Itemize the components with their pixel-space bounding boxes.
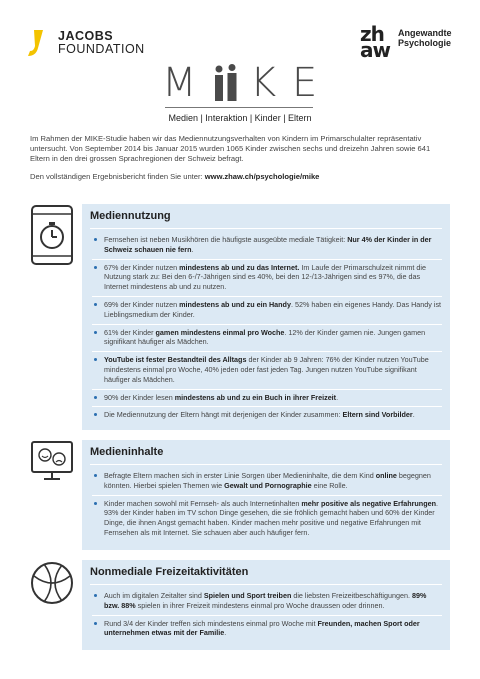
item-text: .: [191, 244, 194, 254]
item-text: .: [336, 392, 339, 402]
item-text: eine Rolle.: [311, 480, 348, 490]
section-mediennutzung: [82, 204, 450, 430]
emphasis-text: Nur 4% der Kinder in der Schweiz schauen nie fern: [104, 235, 432, 254]
item-text: 61% der Kinder: [104, 327, 156, 337]
section-freizeit: [82, 560, 450, 650]
list-item: [92, 260, 442, 297]
item-text: .: [224, 628, 227, 638]
item-text: 90% der Kinder lesen: [104, 392, 175, 402]
item-text: Befragte Eltern machen sich in erster Linie Sorgen über Medieninhalte, die dem Kind: [104, 471, 376, 480]
item-text: die liebsten Freizeitbeschäftigungen.: [291, 591, 413, 600]
jacobs-foundation-logo: [26, 26, 166, 66]
item-text: 67% der Kinder nutzen: [104, 262, 180, 272]
zhaw-mark: [360, 22, 390, 62]
emphasis-text: Eltern sind Vorbilder: [342, 410, 413, 420]
item-list: [92, 588, 442, 642]
emphasis-text: Freunden, machen Sport oder unternehmen etwas mit der Familie: [104, 618, 420, 638]
title-divider: [165, 107, 313, 108]
section-divider: [90, 584, 442, 585]
intro-link-paragraph: [30, 172, 450, 182]
emphasis-text: mindestens ab und zu ein Buch in ihrer Freizeit: [174, 392, 337, 402]
list-item: [92, 297, 442, 325]
mike-letter-m: M: [162, 60, 197, 106]
section-medieninhalte: [82, 440, 450, 550]
jacobs-line1: JACOBS: [58, 29, 114, 43]
list-item: [92, 588, 442, 616]
zhaw-mark-text: zh aw: [360, 22, 390, 62]
item-text: . 93% der Kinder haben im TV schon Dinge gesehen, die sie fröhlich gemacht haben und 60% der Kinder Dinge, die ihnen Angst gemacht haben. Kinder machen mehr positive und negative Erfahrungen mit Fernsehen als mit Internet. Sie schauen aber auch häufiger fern.: [104, 498, 438, 537]
item-text: . 52% haben ein eigenes Handy. Das Handy ist Lieblingsmedium der Kinder.: [104, 299, 442, 319]
list-item: [92, 616, 442, 643]
item-text: Im Laufe der Primarschulzeit nimmt die Nutzung stark zu: Bei den 6-/7-Jährigen sind es 40%, bei den 12-/13-Jährigen sind es 97%, die das Internet mindestens ab und zu nutzen.: [104, 262, 426, 292]
item-text: 69% der Kinder nutzen: [104, 299, 180, 309]
list-item: [92, 390, 442, 408]
emphasis-text: mehr positive als negative Erfahrungen: [301, 498, 436, 508]
list-item: [92, 407, 442, 424]
item-text: . 12% der Kinder gamen nie. Jungen gamen signifikant häufiger als Mädchen.: [104, 327, 426, 347]
emphasis-text: online: [375, 471, 397, 480]
list-item: [92, 325, 442, 353]
item-text: spielen in ihrer Freizeit mindestens einmal pro Woche draussen oder drinnen.: [135, 600, 385, 610]
emphasis-text: mindestens ab und zu ein Handy: [179, 299, 291, 309]
mike-letter-k: K: [250, 60, 277, 106]
people-icon: [212, 64, 240, 104]
item-text: .: [412, 410, 415, 420]
jacobs-line2: FOUNDATION: [58, 42, 145, 56]
intro-paragraph: Im Rahmen der MIKE-Studie haben wir das Mediennutzungsverhalten von Kindern im Primarschulalter repräsentativ untersucht. Von September 2014 bis Januar 2015 wurden 1065 Kinder zwischen sechs und dreizehn Jahren sowie 641 Eltern in den drei grossen Sprachregionen der Schweiz befragt.: [30, 134, 431, 164]
item-text: Fernsehen ist neben Musikhören die häufigste ausgeübte mediale Tätigkeit:: [104, 235, 348, 244]
zhaw-line2: Psychologie: [398, 38, 452, 48]
zhaw-logo: [360, 22, 470, 70]
section-divider: [90, 228, 442, 229]
intro-link-prefix: Den vollständigen Ergebnisbericht finden Sie unter:: [30, 171, 205, 181]
section-divider: [90, 464, 442, 465]
list-item: [92, 468, 442, 496]
tablet-timer-icon: [30, 204, 74, 266]
emphasis-text: 89% bzw. 88%: [104, 591, 427, 610]
item-list: [92, 468, 442, 542]
section-title: Nonmediale Freizeitaktivitäten: [90, 566, 249, 578]
emphasis-text: Gewalt und Pornographie: [224, 480, 312, 490]
mike-logo: [150, 60, 330, 104]
item-text: begegnen könnten. Hierbei spielen Themen wie: [104, 471, 431, 490]
jacobs-j-icon: [26, 28, 44, 58]
list-item: [92, 496, 442, 542]
item-text: Auch im digitalen Zeitalter sind: [104, 591, 204, 600]
intro: [30, 134, 450, 189]
item-list: [92, 232, 442, 424]
list-item: [92, 232, 442, 260]
subtitle: Medien | Interaktion | Kinder | Eltern: [168, 113, 312, 123]
zhaw-line1: Angewandte: [398, 28, 452, 38]
emphasis-text: gamen mindestens einmal pro Woche: [155, 327, 285, 337]
emphasis-text: YouTube ist fester Bestandteil des Alltags: [104, 355, 247, 365]
item-text: Kinder machen sowohl mit Fernseh- als auch Internetinhalten: [104, 498, 302, 508]
section-title: Mediennutzung: [90, 210, 171, 222]
item-text: der Kinder ab 9 Jahren: 76% der Kinder nutzen YouTube mindestens einmal pro Woche, 40% jeden oder fast jeden Tag. Jungen nutzen YouTube signifikant häufiger als Mädchen.: [104, 355, 429, 384]
item-text: Die Mediennutzung der Eltern hängt mit derjenigen der Kinder zusammen:: [104, 410, 343, 420]
emphasis-text: mindestens ab und zu das Internet.: [179, 262, 300, 272]
list-item: [92, 352, 442, 389]
mike-letter-e: E: [292, 60, 318, 106]
section-title: Medieninhalte: [90, 446, 164, 458]
item-text: Rund 3/4 der Kinder treffen sich mindestens einmal pro Woche mit: [104, 618, 318, 628]
emphasis-text: Spielen und Sport treiben: [203, 591, 292, 600]
ball-icon: [30, 560, 74, 606]
results-link[interactable]: www.zhaw.ch/psychologie/mike: [204, 171, 320, 181]
monitor-smileys-icon: [30, 440, 74, 482]
